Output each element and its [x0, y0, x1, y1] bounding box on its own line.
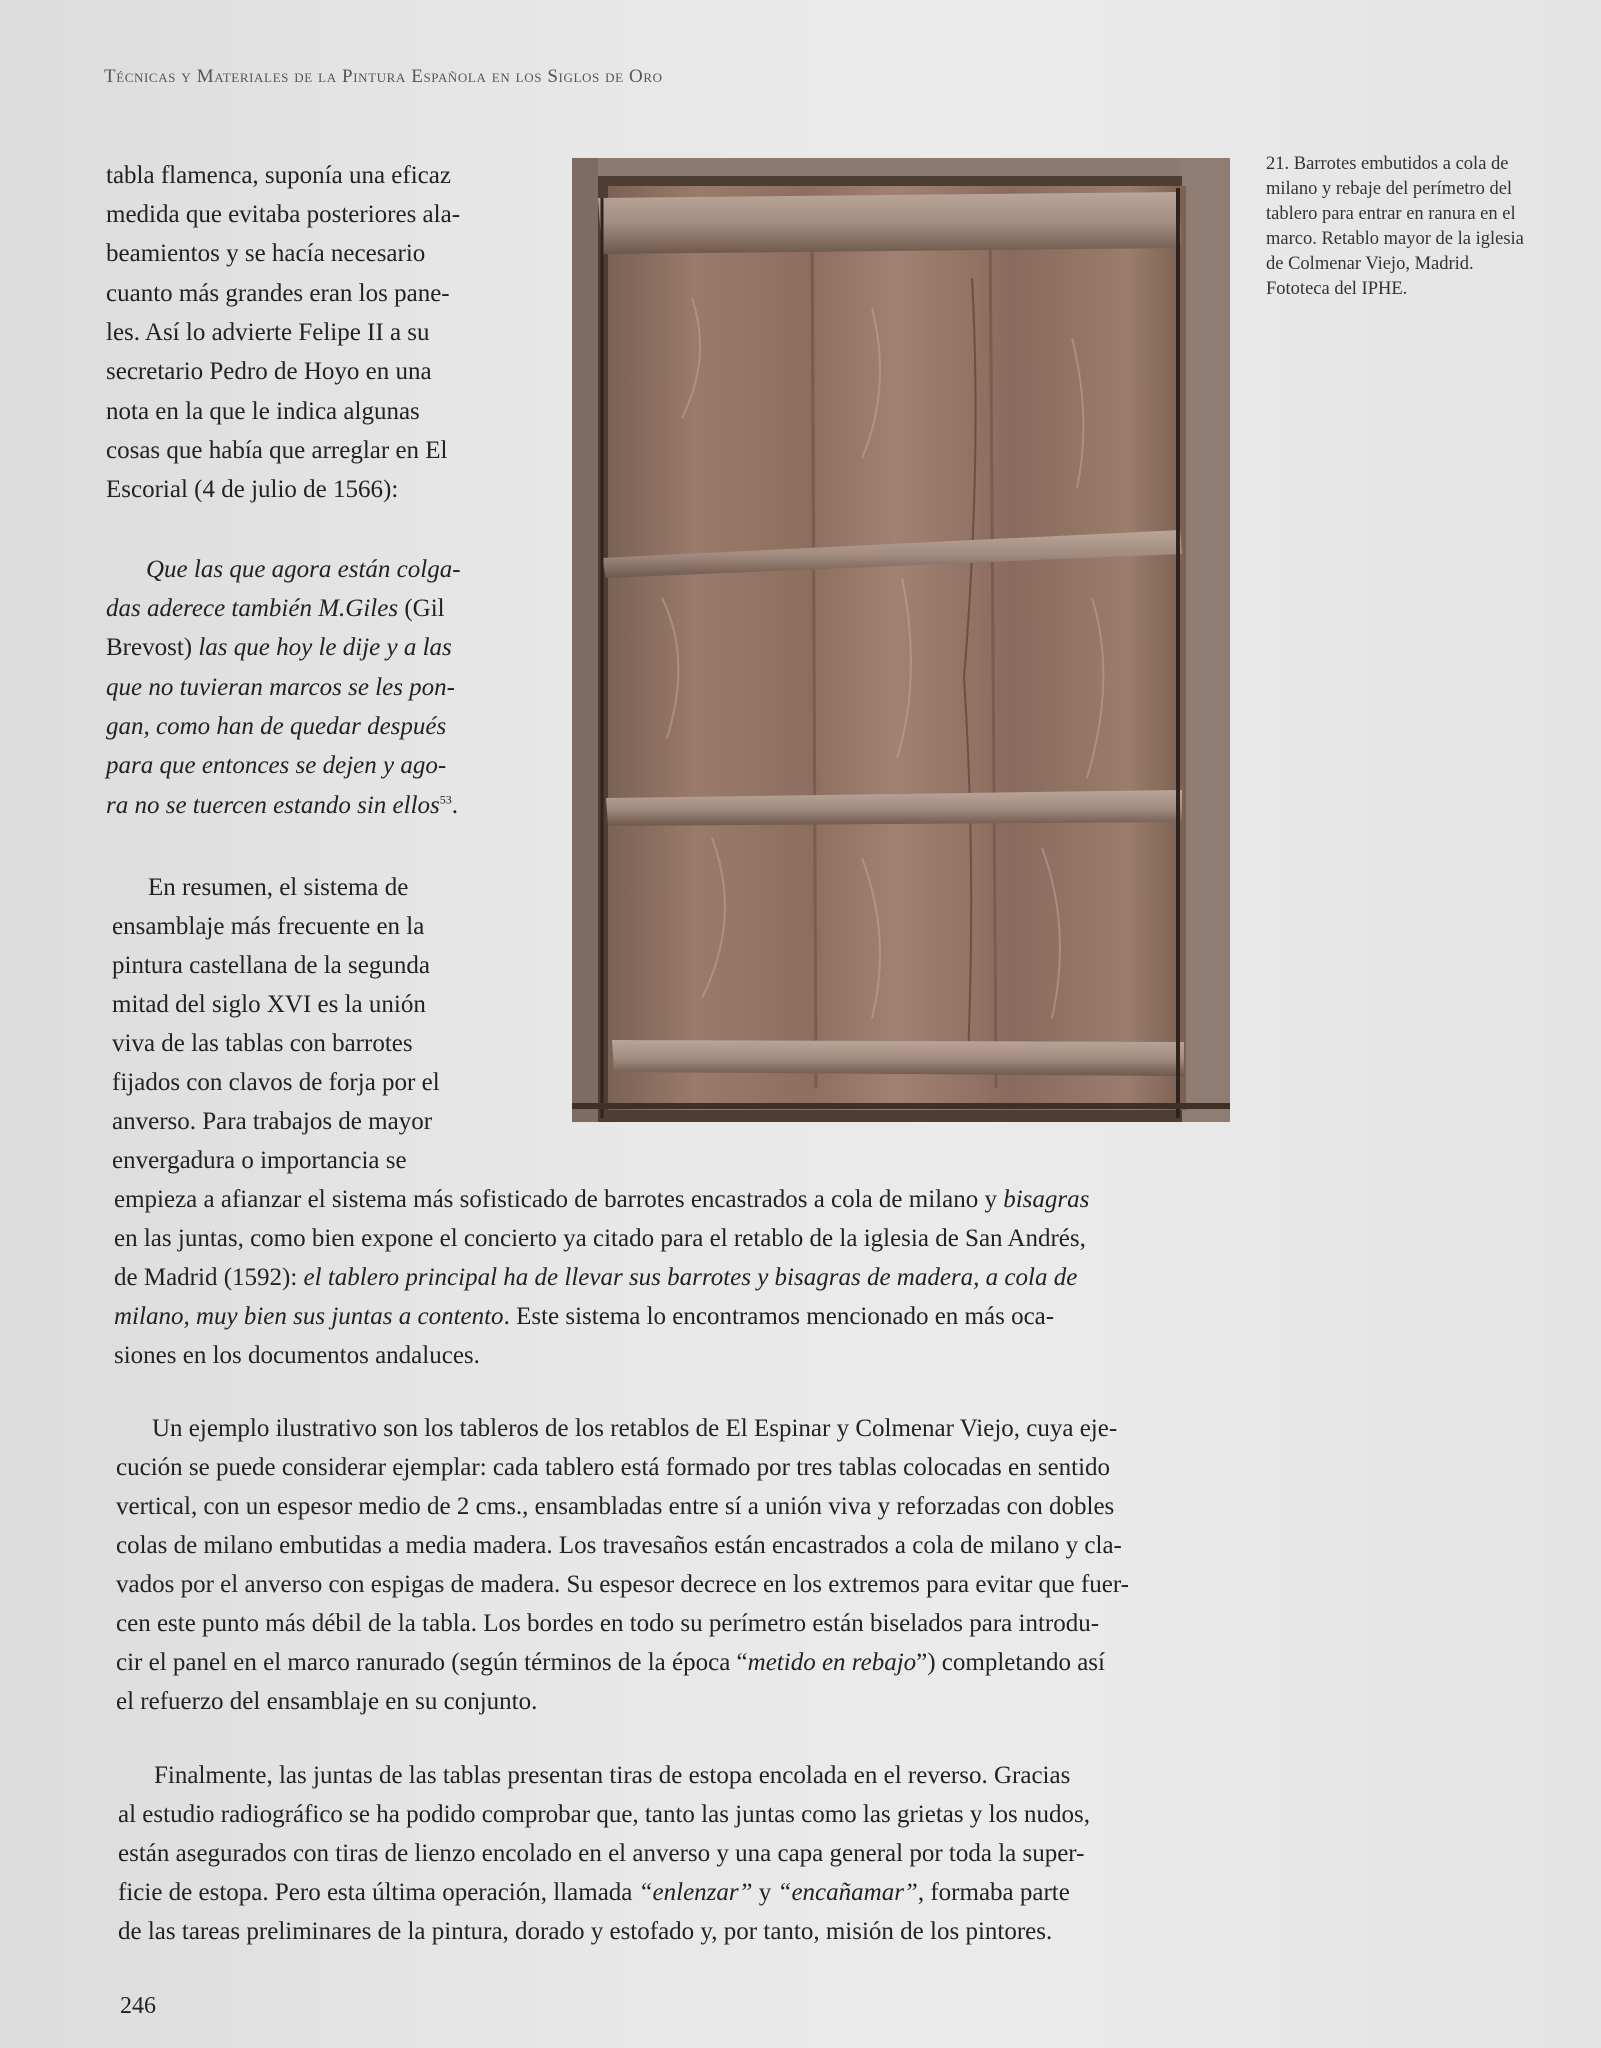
text-roman: ”) completando así: [916, 1649, 1105, 1676]
quote-line: que no tuvieran marcos se les pon-: [106, 674, 456, 701]
text-line: les. Así lo advierte Felipe II a su: [106, 319, 430, 346]
quote-line: gan, como han de quedar después: [106, 713, 447, 740]
text-line: [114, 1264, 1077, 1292]
text-line: viva de las tablas con barrotes: [112, 1030, 413, 1057]
caption-line: de Colmenar Viejo, Madrid.: [1266, 254, 1474, 274]
caption-line: marco. Retablo mayor de la iglesia: [1266, 229, 1524, 249]
quote-line: para que entonces se dejen y ago-: [106, 752, 447, 779]
quote-line: [106, 792, 458, 820]
figure-caption: [1266, 152, 1562, 302]
text-line: [116, 1649, 1105, 1677]
text-italic: milano, muy bien sus juntas a contento: [114, 1303, 504, 1330]
text-line: nota en la que le indica algunas: [106, 398, 420, 425]
text-line: beamientos y se hacía necesario: [106, 240, 426, 267]
text-line: colas de milano embutidas a media madera. Los travesaños están encastrados a cola de milano y cla-: [116, 1532, 1122, 1559]
text-roman: cir el panel en el marco ranurado (según términos de la época “: [116, 1649, 748, 1676]
footnote-marker: 53: [439, 792, 452, 807]
text-line: En resumen, el sistema de: [148, 874, 409, 901]
text-line: anverso. Para trabajos de mayor: [112, 1108, 433, 1135]
page-number: 246: [120, 1993, 156, 2019]
text-line: pintura castellana de la segunda: [112, 952, 430, 979]
caption-line: tablero para entrar en ranura en el: [1266, 204, 1516, 224]
text-line: cosas que había que arreglar en El: [106, 437, 448, 464]
text-line: Escorial (4 de julio de 1566):: [106, 476, 399, 503]
text-roman: y: [752, 1879, 778, 1906]
text-line: de las tareas preliminares de la pintura, dorado y estofado y, por tanto, misión de los pintores.: [118, 1918, 1053, 1945]
quote-line: Que las que agora están colga-: [146, 556, 461, 583]
caption-line: milano y rebaje del perímetro del: [1266, 179, 1513, 199]
text-line: cución se puede considerar ejemplar: cada tablero está formado por tres tablas colocadas en sentido: [116, 1454, 1111, 1481]
text-line: fijados con clavos de forja por el: [112, 1069, 440, 1096]
panel-photo-illustration: [572, 158, 1230, 1122]
text-line: en las juntas, como bien expone el concierto ya citado para el retablo de la iglesia de San Andrés,: [114, 1225, 1086, 1252]
text-line: ensamblaje más frecuente en la: [112, 913, 425, 940]
text-line: secretario Pedro de Hoyo en una: [106, 358, 432, 385]
quote-italic: ra no se tuercen estando sin ellos: [106, 792, 440, 819]
quote-roman: (Gil: [398, 595, 445, 622]
text-line: Un ejemplo ilustrativo son los tableros de los retablos de El Espinar y Colmenar Viejo, cuya eje-: [152, 1415, 1118, 1442]
text-italic: el tablero principal ha de llevar sus barrotes y bisagras de madera, a cola de: [303, 1264, 1078, 1291]
text-line: medida que evitaba posteriores ala-: [106, 201, 461, 228]
text-line: [118, 1879, 1070, 1907]
text-line: tabla flamenca, suponía una eficaz: [106, 162, 451, 189]
text-line: mitad del siglo XVI es la unión: [112, 991, 426, 1018]
text-line: [114, 1186, 1089, 1214]
text-italic: “enlenzar”: [638, 1879, 753, 1906]
running-header: Técnicas y Materiales de la Pintura Española en los Siglos de Oro: [104, 66, 663, 87]
text-line: envergadura o importancia se: [112, 1147, 407, 1174]
quote-line: [106, 634, 452, 662]
caption-line: Fototeca del IPHE.: [1266, 279, 1408, 299]
text-line: cen este punto más débil de la tabla. Los bordes en todo su perímetro están biselados para introdu-: [116, 1610, 1100, 1637]
caption-line: 21. Barrotes embutidos a cola de: [1266, 154, 1509, 174]
text-line: al estudio radiográfico se ha podido comprobar que, tanto las juntas como las grietas y los nudos,: [118, 1801, 1090, 1828]
text-roman: ficie de estopa. Pero esta última operación, llamada: [118, 1879, 639, 1906]
text-line: están asegurados con tiras de lienzo encolado en el anverso y una capa general por toda la super-: [118, 1840, 1085, 1867]
text-roman: , formaba parte: [917, 1879, 1070, 1906]
text-line: [114, 1303, 1054, 1331]
text-line: vertical, con un espesor medio de 2 cms., ensambladas entre sí a unión viva y reforzadas con dobles: [116, 1493, 1115, 1520]
text-italic: “encañamar”: [777, 1879, 918, 1906]
quote-italic: das aderece también M.Giles: [106, 595, 399, 622]
text-roman: de Madrid (1592):: [114, 1264, 304, 1291]
text-line: el refuerzo del ensamblaje en su conjunto.: [116, 1688, 538, 1715]
text-italic: metido en rebajo: [747, 1649, 917, 1676]
quote-roman: .: [451, 792, 459, 819]
text-line: siones en los documentos andaluces.: [114, 1342, 480, 1369]
quote-roman: Brevost): [106, 634, 199, 661]
text-line: cuanto más grandes eran los pane-: [106, 280, 450, 307]
text-line: Finalmente, las juntas de las tablas presentan tiras de estopa encolada en el reverso. Gracias: [154, 1762, 1071, 1789]
text-roman: . Este sistema lo encontramos mencionado en más oca-: [503, 1303, 1055, 1330]
text-roman: empieza a afianzar el sistema más sofisticado de barrotes encastrados a cola de milano y: [114, 1186, 1004, 1213]
text-italic: bisagras: [1003, 1186, 1090, 1213]
figure-photo: [572, 158, 1230, 1122]
quote-line: [106, 595, 445, 623]
text-line: vados por el anverso con espigas de madera. Su espesor decrece en los extremos para evitar que fuer-: [116, 1571, 1129, 1598]
quote-italic: las que hoy le dije y a las: [198, 634, 452, 661]
